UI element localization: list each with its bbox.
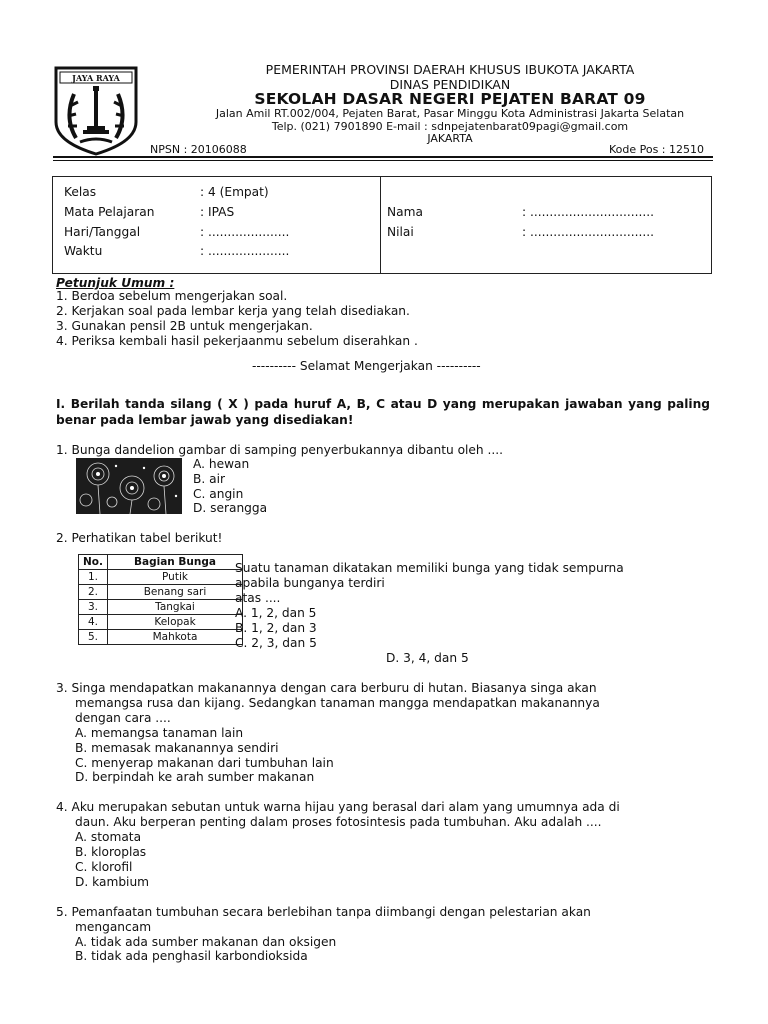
question-3-text: memangsa rusa dan kijang. Sedangkan tanaman mangga mendapatkan makanannya [75,696,600,710]
identity-box-divider [380,176,381,274]
table-row [79,630,243,645]
q3-option-c[interactable]: C. menyerap makanan dari tumbuhan lain [75,756,334,770]
value-kelas: : 4 (Empat) [200,185,269,199]
q4-option-c[interactable]: C. klorofil [75,860,133,874]
table-cell: 2. [79,585,108,600]
school-city: JAKARTA [427,132,473,145]
label-kelas: Kelas [64,185,97,199]
question-2-text: 2. Perhatikan tabel berikut! [56,531,223,545]
school-contact: Telp. (021) 7901890 E-mail : sdnpejatenbarat09pagi@gmail.com [271,120,629,133]
table-header: Bagian Bunga [108,555,243,570]
table-cell: Tangkai [108,600,243,615]
q4-option-d[interactable]: D. kambium [75,875,150,889]
table-row [79,600,243,615]
question-5-text: mengancam [75,920,152,934]
question-1-text: 1. Bunga dandelion gambar di samping penyerbukannya dibantu oleh .... [56,443,504,457]
value-waktu[interactable]: : ..................... [200,244,290,258]
label-waktu: Waktu [64,244,103,258]
q3-option-b[interactable]: B. memasak makanannya sendiri [75,741,279,755]
label-nama: Nama [387,205,423,219]
table-row [79,570,243,585]
greeting: ---------- Selamat Mengerjakan ---------- [252,359,481,373]
table-row [79,615,243,630]
label-nilai: Nilai [387,225,414,239]
header-divider-thin [53,160,713,161]
q4-option-a[interactable]: A. stomata [75,830,142,844]
header-divider [53,156,713,158]
q2-stem-line: apabila bunganya terdiri [235,576,385,590]
question-4-text: 4. Aku merupakan sebutan untuk warna hijau yang berasal dari alam yang umumnya ada di [56,800,620,814]
question-3-text: dengan cara .... [75,711,171,725]
label-tanggal: Hari/Tanggal [64,225,141,239]
q5-option-b[interactable]: B. tidak ada penghasil karbondioksida [75,949,308,963]
table-cell: 3. [79,600,108,615]
value-nama[interactable]: : ................................ [522,205,654,219]
q5-option-a[interactable]: A. tidak ada sumber makanan dan oksigen [75,935,337,949]
question-4-text: daun. Aku berperan penting dalam proses fotosintesis pada tumbuhan. Aku adalah .... [75,815,602,829]
q1-option-b[interactable]: B. air [193,472,225,486]
label-mapel: Mata Pelajaran [64,205,155,219]
instruction-item: 4. Periksa kembali hasil pekerjaanmu sebelum diserahkan . [56,334,418,348]
school-address: Jalan Amil RT.002/004, Pejaten Barat, Pasar Minggu Kota Administrasi Jakarta Selatan [215,107,685,120]
instruction-item: 2. Kerjakan soal pada lembar kerja yang telah disediakan. [56,304,410,318]
q2-stem-line: atas .... [235,591,281,605]
table-cell: Mahkota [108,630,243,645]
flower-parts-table [78,554,243,645]
q3-option-d[interactable]: D. berpindah ke arah sumber makanan [75,770,315,784]
table-cell: 4. [79,615,108,630]
school-name: SEKOLAH DASAR NEGERI PEJATEN BARAT 09 [254,90,646,108]
q1-option-d[interactable]: D. serangga [193,501,268,515]
postal-code: Kode Pos : 12510 [608,143,704,156]
q2-option-c[interactable]: C. 2, 3, dan 5 [235,636,317,650]
logo-text: JAYA RAYA [72,73,120,83]
table-cell: Putik [108,570,243,585]
value-tanggal[interactable]: : ..................... [200,225,290,239]
q3-option-a[interactable]: A. memangsa tanaman lain [75,726,244,740]
instructions-title: Petunjuk Umum : [56,276,175,290]
q2-option-b[interactable]: B. 1, 2, dan 3 [235,621,317,635]
q2-option-a[interactable]: A. 1, 2, dan 5 [235,606,317,620]
question-3-text: 3. Singa mendapatkan makanannya dengan cara berburu di hutan. Biasanya singa akan [56,681,597,695]
value-mapel: : IPAS [200,205,235,219]
table-cell: 5. [79,630,108,645]
q1-option-a[interactable]: A. hewan [193,457,250,471]
table-header-row [79,555,243,570]
school-logo [54,66,138,156]
q4-option-b[interactable]: B. kloroplas [75,845,147,859]
question-5-text: 5. Pemanfaatan tumbuhan secara berlebihan tanpa diimbangi dengan pelestarian akan [56,905,591,919]
q2-stem-line: Suatu tanaman dikatakan memiliki bunga yang tidak sempurna [235,561,624,575]
table-header: No. [79,555,108,570]
value-nilai[interactable]: : ................................ [522,225,654,239]
instruction-item: 3. Gunakan pensil 2B untuk mengerjakan. [56,319,313,333]
table-row [79,585,243,600]
table-cell: 1. [79,570,108,585]
dandelion-image [76,458,182,514]
table-cell: Benang sari [108,585,243,600]
header-government: PEMERINTAH PROVINSI DAERAH KHUSUS IBUKOTA JAKARTA [265,62,635,77]
q2-option-d[interactable]: D. 3, 4, dan 5 [386,651,469,665]
npsn: NPSN : 20106088 [150,143,247,156]
table-cell: Kelopak [108,615,243,630]
q1-option-c[interactable]: C. angin [193,487,244,501]
section-title: I. Berilah tanda silang ( X ) pada huruf A, B, C atau D yang merupakan jawaban yang paling benar pada lembar jawab yang disediakan! [56,397,710,427]
header-department: DINAS PENDIDIKAN [389,77,511,92]
instruction-item: 1. Berdoa sebelum mengerjakan soal. [56,289,288,303]
